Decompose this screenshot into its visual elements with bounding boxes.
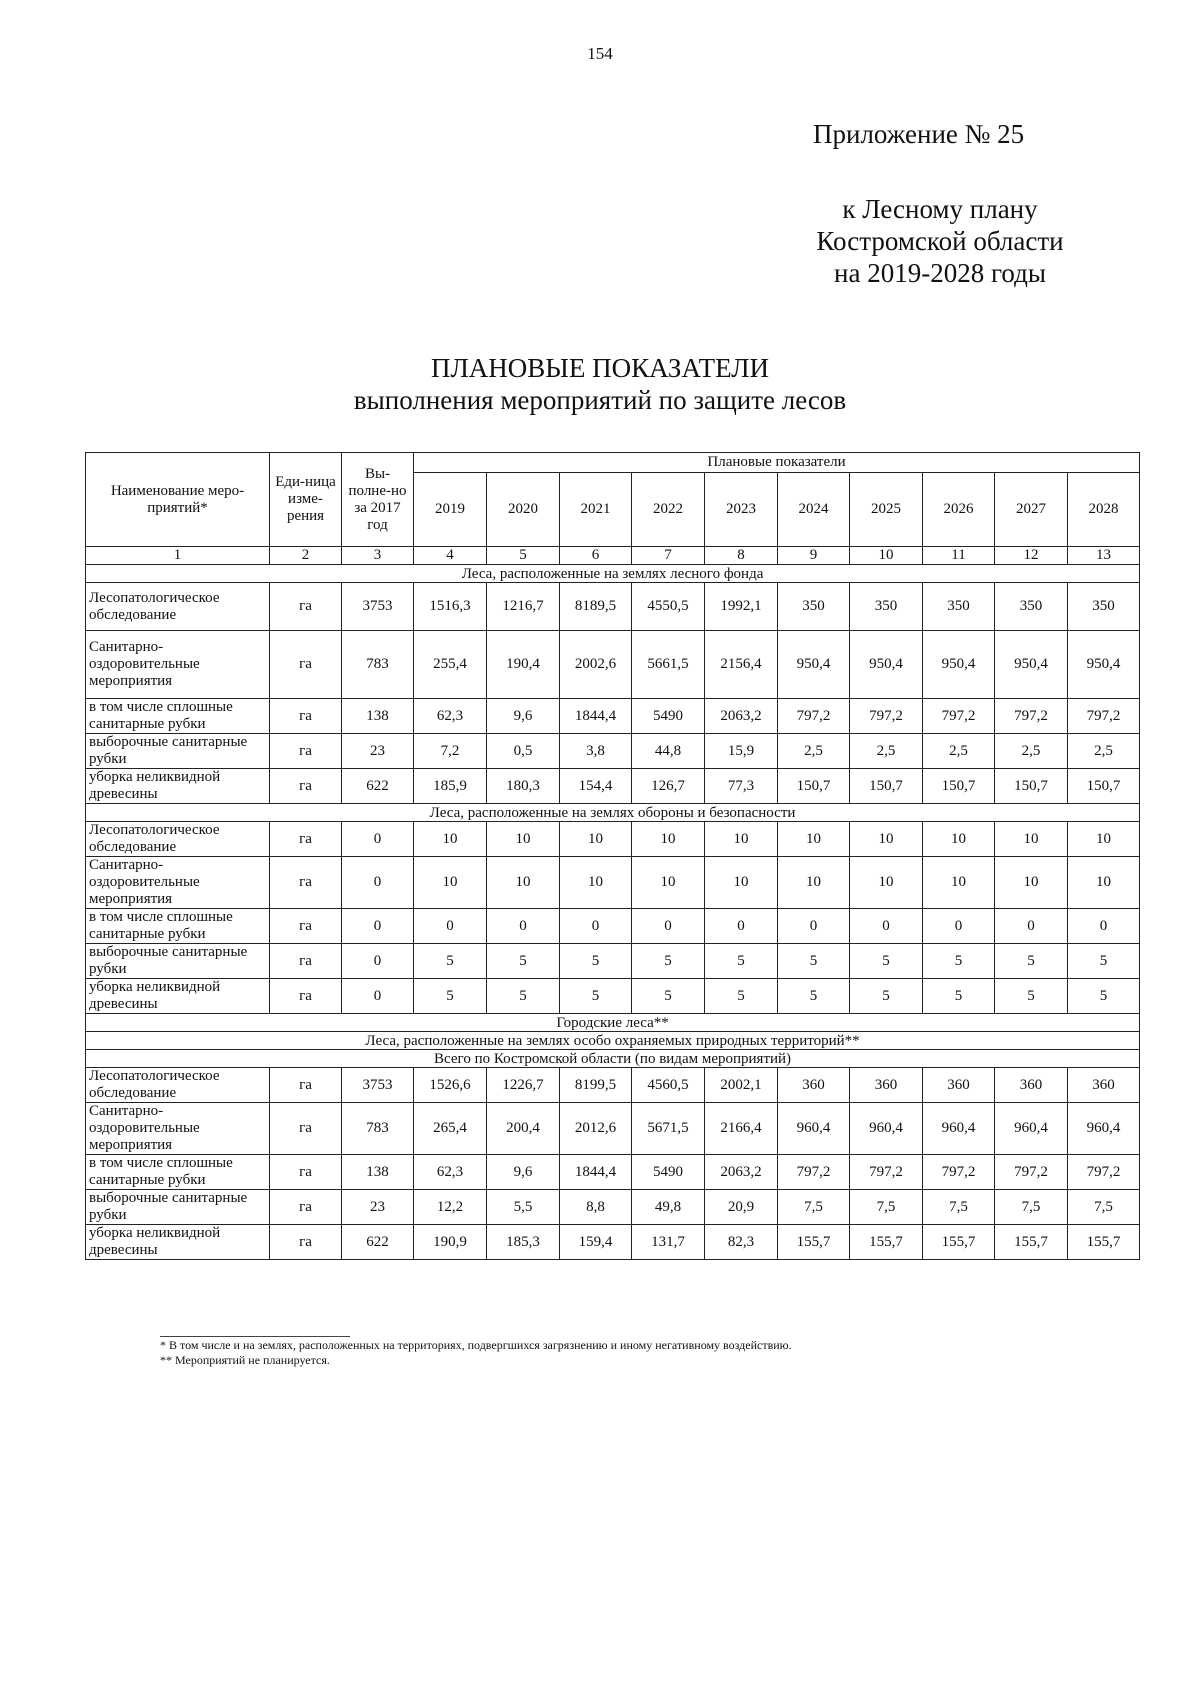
- column-number: 12: [995, 547, 1068, 565]
- section-title: Леса, расположенные на землях особо охраняемых природных территорий**: [86, 1032, 1140, 1050]
- done-2017-cell: 138: [342, 1155, 414, 1190]
- measure-name: уборка неликвидной древесины: [86, 1225, 270, 1260]
- measure-name: в том числе сплошные санитарные рубки: [86, 1155, 270, 1190]
- year-value-cell: 9,6: [487, 1155, 560, 1190]
- table-row: [86, 1225, 1140, 1260]
- table-row: [86, 583, 1140, 631]
- section-row: [86, 1032, 1140, 1050]
- unit-cell: га: [270, 857, 342, 909]
- year-value-cell: 12,2: [414, 1190, 487, 1225]
- year-value-cell: 1216,7: [487, 583, 560, 631]
- year-value-cell: 1526,6: [414, 1068, 487, 1103]
- year-value-cell: 350: [778, 583, 850, 631]
- year-value-cell: 950,4: [778, 631, 850, 699]
- column-number: 2: [270, 547, 342, 565]
- year-value-cell: 150,7: [850, 769, 923, 804]
- year-value-cell: 7,2: [414, 734, 487, 769]
- measure-name: выборочные санитарные рубки: [86, 944, 270, 979]
- year-value-cell: 350: [1068, 583, 1140, 631]
- table-row: [86, 1190, 1140, 1225]
- year-value-cell: 185,9: [414, 769, 487, 804]
- year-value-cell: 0: [414, 909, 487, 944]
- done-2017-cell: 0: [342, 822, 414, 857]
- year-value-cell: 2,5: [923, 734, 995, 769]
- year-value-cell: 155,7: [995, 1225, 1068, 1260]
- year-value-cell: 10: [632, 822, 705, 857]
- year-value-cell: 0: [850, 909, 923, 944]
- year-value-cell: 5: [487, 979, 560, 1014]
- done-2017-cell: 23: [342, 734, 414, 769]
- column-number: 10: [850, 547, 923, 565]
- year-value-cell: 797,2: [995, 699, 1068, 734]
- year-value-cell: 10: [705, 822, 778, 857]
- unit-cell: га: [270, 1155, 342, 1190]
- done-2017-cell: 783: [342, 631, 414, 699]
- unit-cell: га: [270, 1103, 342, 1155]
- year-value-cell: 5: [487, 944, 560, 979]
- unit-cell: га: [270, 699, 342, 734]
- header-year: 2021: [560, 473, 632, 547]
- year-value-cell: 180,3: [487, 769, 560, 804]
- year-value-cell: 150,7: [1068, 769, 1140, 804]
- year-value-cell: 126,7: [632, 769, 705, 804]
- appendix-reference-line3: на 2019-2028 годы: [834, 258, 1046, 288]
- year-value-cell: 2,5: [995, 734, 1068, 769]
- unit-cell: га: [270, 631, 342, 699]
- table-row: [86, 979, 1140, 1014]
- measure-name: выборочные санитарные рубки: [86, 734, 270, 769]
- year-value-cell: 10: [414, 857, 487, 909]
- header-year: 2022: [632, 473, 705, 547]
- year-value-cell: 10: [1068, 857, 1140, 909]
- year-value-cell: 5: [923, 979, 995, 1014]
- year-value-cell: 44,8: [632, 734, 705, 769]
- column-number: 5: [487, 547, 560, 565]
- year-value-cell: 5661,5: [632, 631, 705, 699]
- year-value-cell: 155,7: [1068, 1225, 1140, 1260]
- year-value-cell: 5: [1068, 944, 1140, 979]
- year-value-cell: 960,4: [1068, 1103, 1140, 1155]
- year-value-cell: 131,7: [632, 1225, 705, 1260]
- year-value-cell: 797,2: [850, 699, 923, 734]
- year-value-cell: 797,2: [923, 1155, 995, 1190]
- table-row: [86, 1068, 1140, 1103]
- column-number: 1: [86, 547, 270, 565]
- year-value-cell: 5: [414, 979, 487, 1014]
- year-value-cell: 8199,5: [560, 1068, 632, 1103]
- year-value-cell: 797,2: [995, 1155, 1068, 1190]
- year-value-cell: 2,5: [850, 734, 923, 769]
- header-done-2017: Вы-полне-но за 2017 год: [342, 453, 414, 547]
- year-value-cell: 5: [705, 944, 778, 979]
- table-row: [86, 857, 1140, 909]
- year-value-cell: 7,5: [778, 1190, 850, 1225]
- column-number: 9: [778, 547, 850, 565]
- done-2017-cell: 0: [342, 979, 414, 1014]
- year-value-cell: 4560,5: [632, 1068, 705, 1103]
- year-value-cell: 0: [560, 909, 632, 944]
- year-value-cell: 155,7: [778, 1225, 850, 1260]
- year-value-cell: 960,4: [850, 1103, 923, 1155]
- year-value-cell: 4550,5: [632, 583, 705, 631]
- year-value-cell: 155,7: [850, 1225, 923, 1260]
- measure-name: в том числе сплошные санитарные рубки: [86, 699, 270, 734]
- header-year: 2025: [850, 473, 923, 547]
- year-value-cell: 950,4: [850, 631, 923, 699]
- year-value-cell: 77,3: [705, 769, 778, 804]
- year-value-cell: 360: [923, 1068, 995, 1103]
- year-value-cell: 7,5: [923, 1190, 995, 1225]
- year-value-cell: 82,3: [705, 1225, 778, 1260]
- year-value-cell: 10: [850, 857, 923, 909]
- year-value-cell: 5,5: [487, 1190, 560, 1225]
- year-value-cell: 797,2: [1068, 1155, 1140, 1190]
- year-value-cell: 5: [560, 979, 632, 1014]
- column-number: 8: [705, 547, 778, 565]
- year-value-cell: 5490: [632, 1155, 705, 1190]
- year-value-cell: 2166,4: [705, 1103, 778, 1155]
- table-row: [86, 631, 1140, 699]
- done-2017-cell: 3753: [342, 583, 414, 631]
- year-value-cell: 797,2: [850, 1155, 923, 1190]
- document-title: [0, 352, 1200, 416]
- year-value-cell: 1844,4: [560, 699, 632, 734]
- year-value-cell: 0,5: [487, 734, 560, 769]
- year-value-cell: 360: [1068, 1068, 1140, 1103]
- year-value-cell: 797,2: [778, 1155, 850, 1190]
- table-row: [86, 944, 1140, 979]
- year-value-cell: 10: [560, 857, 632, 909]
- year-value-cell: 49,8: [632, 1190, 705, 1225]
- measure-name: Санитарно-оздоровительные мероприятия: [86, 857, 270, 909]
- year-value-cell: 0: [487, 909, 560, 944]
- header-name: Наименование меро-приятий*: [86, 453, 270, 547]
- appendix-header: [780, 118, 1100, 289]
- page-number: 154: [587, 44, 613, 63]
- appendix-reference-line2: Костромской области: [816, 226, 1064, 256]
- year-value-cell: 0: [778, 909, 850, 944]
- year-value-cell: 0: [705, 909, 778, 944]
- year-value-cell: 950,4: [1068, 631, 1140, 699]
- table-row: [86, 769, 1140, 804]
- measure-name: выборочные санитарные рубки: [86, 1190, 270, 1225]
- year-value-cell: 1226,7: [487, 1068, 560, 1103]
- year-value-cell: 150,7: [923, 769, 995, 804]
- measure-name: в том числе сплошные санитарные рубки: [86, 909, 270, 944]
- title-line2: выполнения мероприятий по защите лесов: [353, 385, 847, 415]
- year-value-cell: 0: [632, 909, 705, 944]
- column-number: 13: [1068, 547, 1140, 565]
- year-value-cell: 950,4: [995, 631, 1068, 699]
- title-line1: ПЛАНОВЫЕ ПОКАЗАТЕЛИ: [430, 353, 770, 383]
- year-value-cell: 8189,5: [560, 583, 632, 631]
- year-value-cell: 62,3: [414, 699, 487, 734]
- year-value-cell: 5: [850, 979, 923, 1014]
- year-value-cell: 10: [705, 857, 778, 909]
- section-title: Леса, расположенные на землях обороны и безопасности: [86, 804, 1140, 822]
- done-2017-cell: 0: [342, 944, 414, 979]
- year-value-cell: 3,8: [560, 734, 632, 769]
- footnote-2: ** Мероприятий не планируется.: [160, 1353, 330, 1367]
- year-value-cell: 10: [632, 857, 705, 909]
- year-value-cell: 62,3: [414, 1155, 487, 1190]
- year-value-cell: 2,5: [1068, 734, 1140, 769]
- year-value-cell: 9,6: [487, 699, 560, 734]
- year-value-cell: 350: [850, 583, 923, 631]
- unit-cell: га: [270, 979, 342, 1014]
- year-value-cell: 190,4: [487, 631, 560, 699]
- footnote-divider: [160, 1336, 350, 1337]
- table-row: [86, 822, 1140, 857]
- year-value-cell: 7,5: [850, 1190, 923, 1225]
- column-number: 6: [560, 547, 632, 565]
- year-value-cell: 2002,6: [560, 631, 632, 699]
- year-value-cell: 10: [414, 822, 487, 857]
- year-value-cell: 2,5: [778, 734, 850, 769]
- year-value-cell: 0: [1068, 909, 1140, 944]
- header-year: 2028: [1068, 473, 1140, 547]
- year-value-cell: 15,9: [705, 734, 778, 769]
- year-value-cell: 5: [778, 944, 850, 979]
- year-value-cell: 159,4: [560, 1225, 632, 1260]
- year-value-cell: 797,2: [778, 699, 850, 734]
- year-value-cell: 5: [923, 944, 995, 979]
- year-value-cell: 360: [995, 1068, 1068, 1103]
- year-value-cell: 5: [1068, 979, 1140, 1014]
- year-value-cell: 2063,2: [705, 699, 778, 734]
- year-value-cell: 10: [487, 857, 560, 909]
- year-value-cell: 2012,6: [560, 1103, 632, 1155]
- year-value-cell: 10: [923, 822, 995, 857]
- footnotes: [160, 1336, 792, 1368]
- unit-cell: га: [270, 769, 342, 804]
- table-row: [86, 1155, 1140, 1190]
- appendix-reference-line1: к Лесному плану: [842, 194, 1038, 224]
- year-value-cell: 10: [487, 822, 560, 857]
- header-year: 2019: [414, 473, 487, 547]
- year-value-cell: 2002,1: [705, 1068, 778, 1103]
- header-unit: Еди-ница изме-рения: [270, 453, 342, 547]
- year-value-cell: 154,4: [560, 769, 632, 804]
- year-value-cell: 960,4: [995, 1103, 1068, 1155]
- year-value-cell: 265,4: [414, 1103, 487, 1155]
- measure-name: Лесопатологическое обследование: [86, 1068, 270, 1103]
- header-year: 2027: [995, 473, 1068, 547]
- done-2017-cell: 622: [342, 1225, 414, 1260]
- year-value-cell: 5490: [632, 699, 705, 734]
- year-value-cell: 5: [778, 979, 850, 1014]
- year-value-cell: 5: [995, 979, 1068, 1014]
- measure-name: Санитарно-оздоровительные мероприятия: [86, 631, 270, 699]
- section-row: [86, 804, 1140, 822]
- year-value-cell: 7,5: [995, 1190, 1068, 1225]
- table-row: [86, 734, 1140, 769]
- table-row: [86, 909, 1140, 944]
- done-2017-cell: 0: [342, 909, 414, 944]
- year-value-cell: 190,9: [414, 1225, 487, 1260]
- column-number: 11: [923, 547, 995, 565]
- header-year: 2026: [923, 473, 995, 547]
- year-value-cell: 5671,5: [632, 1103, 705, 1155]
- column-number: 7: [632, 547, 705, 565]
- year-value-cell: 7,5: [1068, 1190, 1140, 1225]
- appendix-number: Приложение № 25: [813, 119, 1025, 149]
- unit-cell: га: [270, 1068, 342, 1103]
- measure-name: уборка неликвидной древесины: [86, 979, 270, 1014]
- section-row: [86, 1014, 1140, 1032]
- year-value-cell: 150,7: [995, 769, 1068, 804]
- year-value-cell: 200,4: [487, 1103, 560, 1155]
- year-value-cell: 960,4: [923, 1103, 995, 1155]
- table-row: [86, 699, 1140, 734]
- unit-cell: га: [270, 1190, 342, 1225]
- year-value-cell: 185,3: [487, 1225, 560, 1260]
- done-2017-cell: 0: [342, 857, 414, 909]
- measure-name: Лесопатологическое обследование: [86, 583, 270, 631]
- year-value-cell: 5: [705, 979, 778, 1014]
- section-title: Всего по Костромской области (по видам мероприятий): [86, 1050, 1140, 1068]
- year-value-cell: 797,2: [1068, 699, 1140, 734]
- year-value-cell: 797,2: [923, 699, 995, 734]
- footnote-1: * В том числе и на землях, расположенных на территориях, подвергшихся загрязнению и иному негативному воздействию.: [160, 1338, 792, 1352]
- year-value-cell: 10: [850, 822, 923, 857]
- section-row: [86, 565, 1140, 583]
- measures-table: [85, 452, 1140, 1260]
- year-value-cell: 350: [995, 583, 1068, 631]
- year-value-cell: 10: [778, 822, 850, 857]
- unit-cell: га: [270, 822, 342, 857]
- year-value-cell: 10: [995, 857, 1068, 909]
- year-value-cell: 2063,2: [705, 1155, 778, 1190]
- header-year: 2024: [778, 473, 850, 547]
- unit-cell: га: [270, 909, 342, 944]
- year-value-cell: 5: [995, 944, 1068, 979]
- year-value-cell: 5: [632, 944, 705, 979]
- year-value-cell: 1844,4: [560, 1155, 632, 1190]
- year-value-cell: 8,8: [560, 1190, 632, 1225]
- year-value-cell: 10: [923, 857, 995, 909]
- section-row: [86, 1050, 1140, 1068]
- year-value-cell: 950,4: [923, 631, 995, 699]
- year-value-cell: 10: [995, 822, 1068, 857]
- year-value-cell: 360: [850, 1068, 923, 1103]
- year-value-cell: 255,4: [414, 631, 487, 699]
- year-value-cell: 5: [414, 944, 487, 979]
- section-title: Городские леса**: [86, 1014, 1140, 1032]
- done-2017-cell: 23: [342, 1190, 414, 1225]
- year-value-cell: 10: [1068, 822, 1140, 857]
- measure-name: Санитарно-оздоровительные мероприятия: [86, 1103, 270, 1155]
- column-number: 3: [342, 547, 414, 565]
- unit-cell: га: [270, 944, 342, 979]
- done-2017-cell: 622: [342, 769, 414, 804]
- measure-name: Лесопатологическое обследование: [86, 822, 270, 857]
- year-value-cell: 10: [560, 822, 632, 857]
- unit-cell: га: [270, 1225, 342, 1260]
- year-value-cell: 0: [995, 909, 1068, 944]
- year-value-cell: 350: [923, 583, 995, 631]
- table-row: [86, 1103, 1140, 1155]
- year-value-cell: 5: [560, 944, 632, 979]
- year-value-cell: 360: [778, 1068, 850, 1103]
- section-title: Леса, расположенные на землях лесного фонда: [86, 565, 1140, 583]
- year-value-cell: 5: [850, 944, 923, 979]
- year-value-cell: 150,7: [778, 769, 850, 804]
- year-value-cell: 20,9: [705, 1190, 778, 1225]
- year-value-cell: 2156,4: [705, 631, 778, 699]
- year-value-cell: 0: [923, 909, 995, 944]
- year-value-cell: 960,4: [778, 1103, 850, 1155]
- unit-cell: га: [270, 734, 342, 769]
- year-value-cell: 5: [632, 979, 705, 1014]
- header-year: 2023: [705, 473, 778, 547]
- measure-name: уборка неликвидной древесины: [86, 769, 270, 804]
- year-value-cell: 10: [778, 857, 850, 909]
- unit-cell: га: [270, 583, 342, 631]
- header-year: 2020: [487, 473, 560, 547]
- done-2017-cell: 138: [342, 699, 414, 734]
- column-number: 4: [414, 547, 487, 565]
- year-value-cell: 1516,3: [414, 583, 487, 631]
- done-2017-cell: 3753: [342, 1068, 414, 1103]
- done-2017-cell: 783: [342, 1103, 414, 1155]
- header-planned: Плановые показатели: [414, 453, 1140, 473]
- year-value-cell: 155,7: [923, 1225, 995, 1260]
- year-value-cell: 1992,1: [705, 583, 778, 631]
